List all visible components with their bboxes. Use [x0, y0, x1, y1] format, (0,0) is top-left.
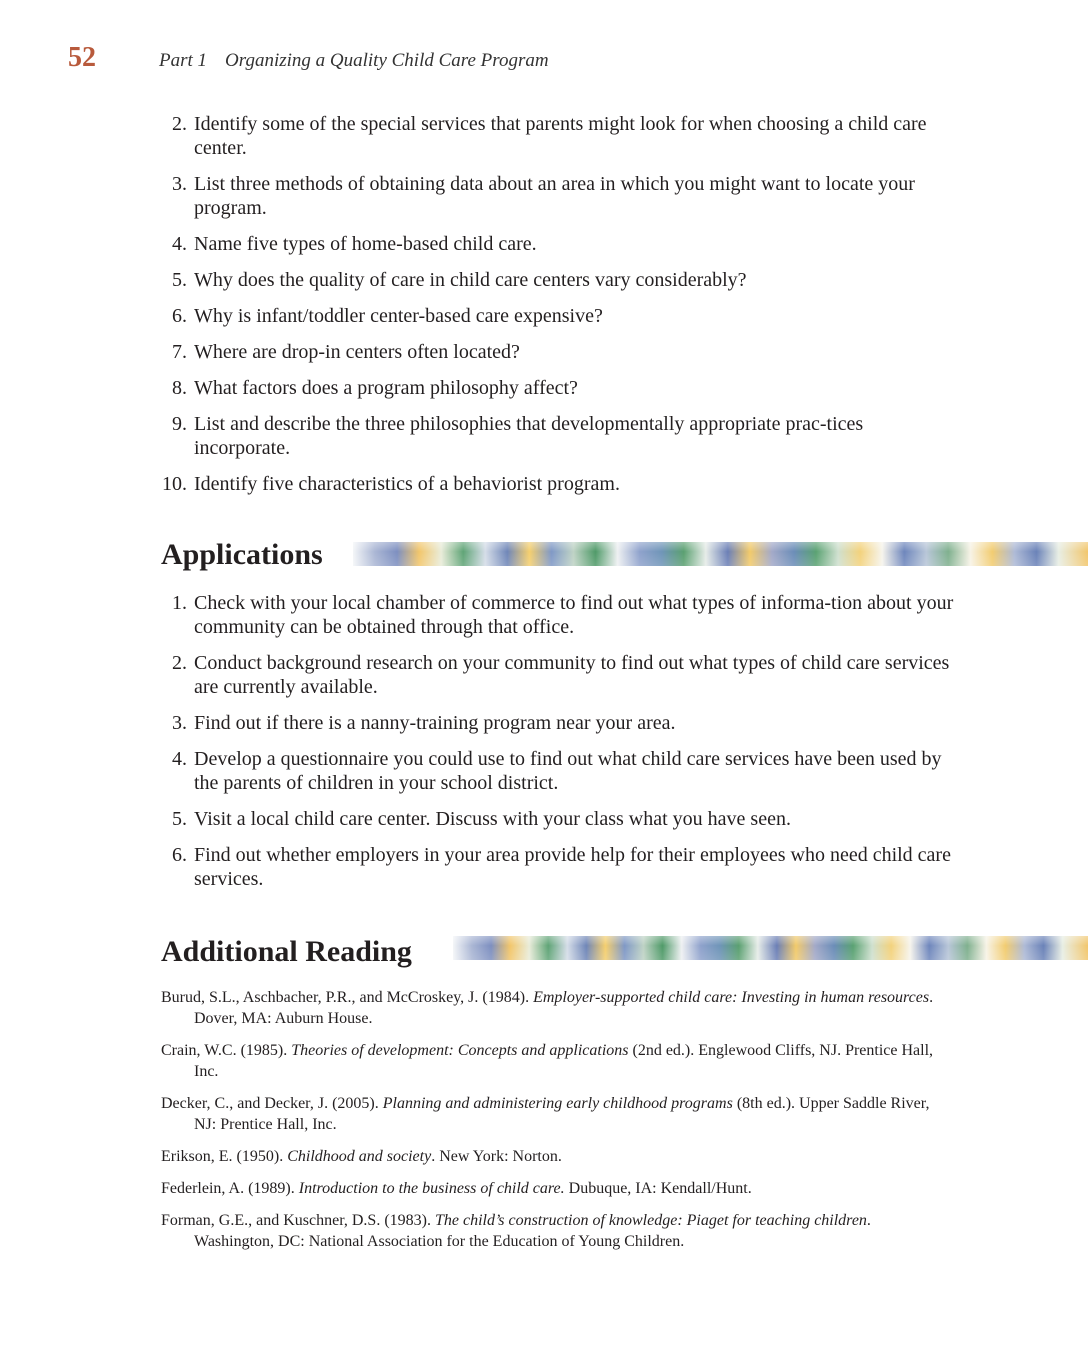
item-text: Visit a local child care center. Discuss with your class what you have seen.: [194, 808, 791, 830]
reference-publisher: (8th ed.). Upper Saddle River, NJ: Prentice Hall, Inc.: [194, 1095, 930, 1133]
item-text: Develop a questionnaire you could use to find out what child care services have been used by the parents of children in your school district.: [194, 748, 942, 794]
item-number: 6.: [172, 844, 187, 866]
item-number: 6.: [172, 305, 187, 327]
list-item: [0, 472, 960, 496]
chapter-title: Organizing a Quality Child Care Program: [225, 50, 549, 71]
item-number: 10.: [162, 473, 187, 495]
item-text: Why does the quality of care in child care centers vary considerably?: [194, 269, 747, 291]
item-number: 4.: [172, 233, 187, 255]
reference-title: Childhood and society: [287, 1148, 432, 1165]
item-text: Name five types of home-based child care.: [194, 233, 537, 255]
reference-title: Theories of development: Concepts and applications: [291, 1042, 629, 1059]
applications-heading: Applications: [161, 538, 323, 571]
list-item: [0, 112, 960, 160]
applications-list: [0, 591, 960, 903]
item-number: 8.: [172, 377, 187, 399]
reference-title: Employer-supported child care: Investing in human resources: [533, 989, 930, 1006]
reference-entry: [161, 1093, 951, 1135]
reference-title: The child’s construction of knowledge: Piaget for teaching children: [434, 1212, 867, 1229]
list-item: [0, 232, 960, 256]
reference-entry: [161, 1178, 951, 1199]
item-number: 3.: [172, 712, 187, 734]
item-text: Where are drop-in centers often located?: [194, 341, 520, 363]
reference-publisher: . Dover, MA: Auburn House.: [194, 989, 934, 1027]
item-text: Identify some of the special services that parents might look for when choosing a child care center.: [194, 113, 927, 159]
item-text: Why is infant/toddler center-based care expensive?: [194, 305, 603, 327]
reference-entry: [161, 1040, 951, 1082]
page-number: 52: [68, 42, 96, 73]
item-number: 2.: [172, 652, 187, 674]
item-text: Conduct background research on your community to find out what types of child care services are currently available.: [194, 652, 950, 698]
item-number: 7.: [172, 341, 187, 363]
reference-publisher: (2nd ed.). Englewood Cliffs, NJ. Prentice Hall, Inc.: [194, 1042, 934, 1080]
reference-entry: [161, 1146, 951, 1167]
reference-title: Planning and administering early childhood programs: [382, 1095, 733, 1112]
reference-entry: [161, 1210, 951, 1252]
item-text: What factors does a program philosophy affect?: [194, 377, 578, 399]
additional-reading-heading: Additional Reading: [161, 935, 412, 968]
list-item: [0, 807, 960, 831]
list-item: [0, 711, 960, 735]
reference-entry: [161, 987, 951, 1029]
reference-authors: Crain, W.C. (1985).: [161, 1042, 292, 1059]
item-text: Check with your local chamber of commerce to find out what types of informa-tion about your community can be obtained through that office.: [194, 592, 954, 638]
item-number: 4.: [172, 748, 187, 770]
reference-authors: Forman, G.E., and Kuschner, D.S. (1983).: [161, 1212, 435, 1229]
reference-authors: Federlein, A. (1989).: [161, 1180, 299, 1197]
reference-authors: Decker, C., and Decker, J. (2005).: [161, 1095, 383, 1112]
decorative-banner: [353, 542, 1088, 566]
list-item: [0, 172, 960, 220]
item-number: 5.: [172, 808, 187, 830]
list-item: [0, 412, 960, 460]
item-text: List and describe the three philosophies that developmentally appropriate prac-tices incorporate.: [194, 413, 864, 459]
item-number: 5.: [172, 269, 187, 291]
item-text: Identify five characteristics of a behaviorist program.: [194, 473, 620, 495]
review-questions-list: [0, 112, 960, 508]
running-header: [159, 50, 549, 72]
reference-publisher: . New York: Norton.: [431, 1148, 562, 1165]
reference-list: [161, 987, 951, 1263]
list-item: [0, 268, 960, 292]
item-text: List three methods of obtaining data about an area in which you might want to locate your program.: [194, 173, 915, 219]
list-item: [0, 843, 960, 891]
list-item: [0, 651, 960, 699]
item-number: 3.: [172, 173, 187, 195]
item-number: 9.: [172, 413, 187, 435]
reference-authors: Burud, S.L., Aschbacher, P.R., and McCroskey, J. (1984).: [161, 989, 534, 1006]
reference-publisher: . Washington, DC: National Association for the Education of Young Children.: [194, 1212, 871, 1250]
list-item: [0, 591, 960, 639]
list-item: [0, 340, 960, 364]
list-item: [0, 376, 960, 400]
item-number: 1.: [172, 592, 187, 614]
item-number: 2.: [172, 113, 187, 135]
decorative-banner: [453, 936, 1088, 960]
reference-publisher: Dubuque, IA: Kendall/Hunt.: [564, 1180, 752, 1197]
reference-title: Introduction to the business of child care.: [298, 1180, 565, 1197]
item-text: Find out whether employers in your area provide help for their employees who need child care services.: [194, 844, 951, 890]
list-item: [0, 747, 960, 795]
reference-authors: Erikson, E. (1950).: [161, 1148, 288, 1165]
list-item: [0, 304, 960, 328]
item-text: Find out if there is a nanny-training program near your area.: [194, 712, 676, 734]
part-label: Part 1: [159, 50, 208, 71]
